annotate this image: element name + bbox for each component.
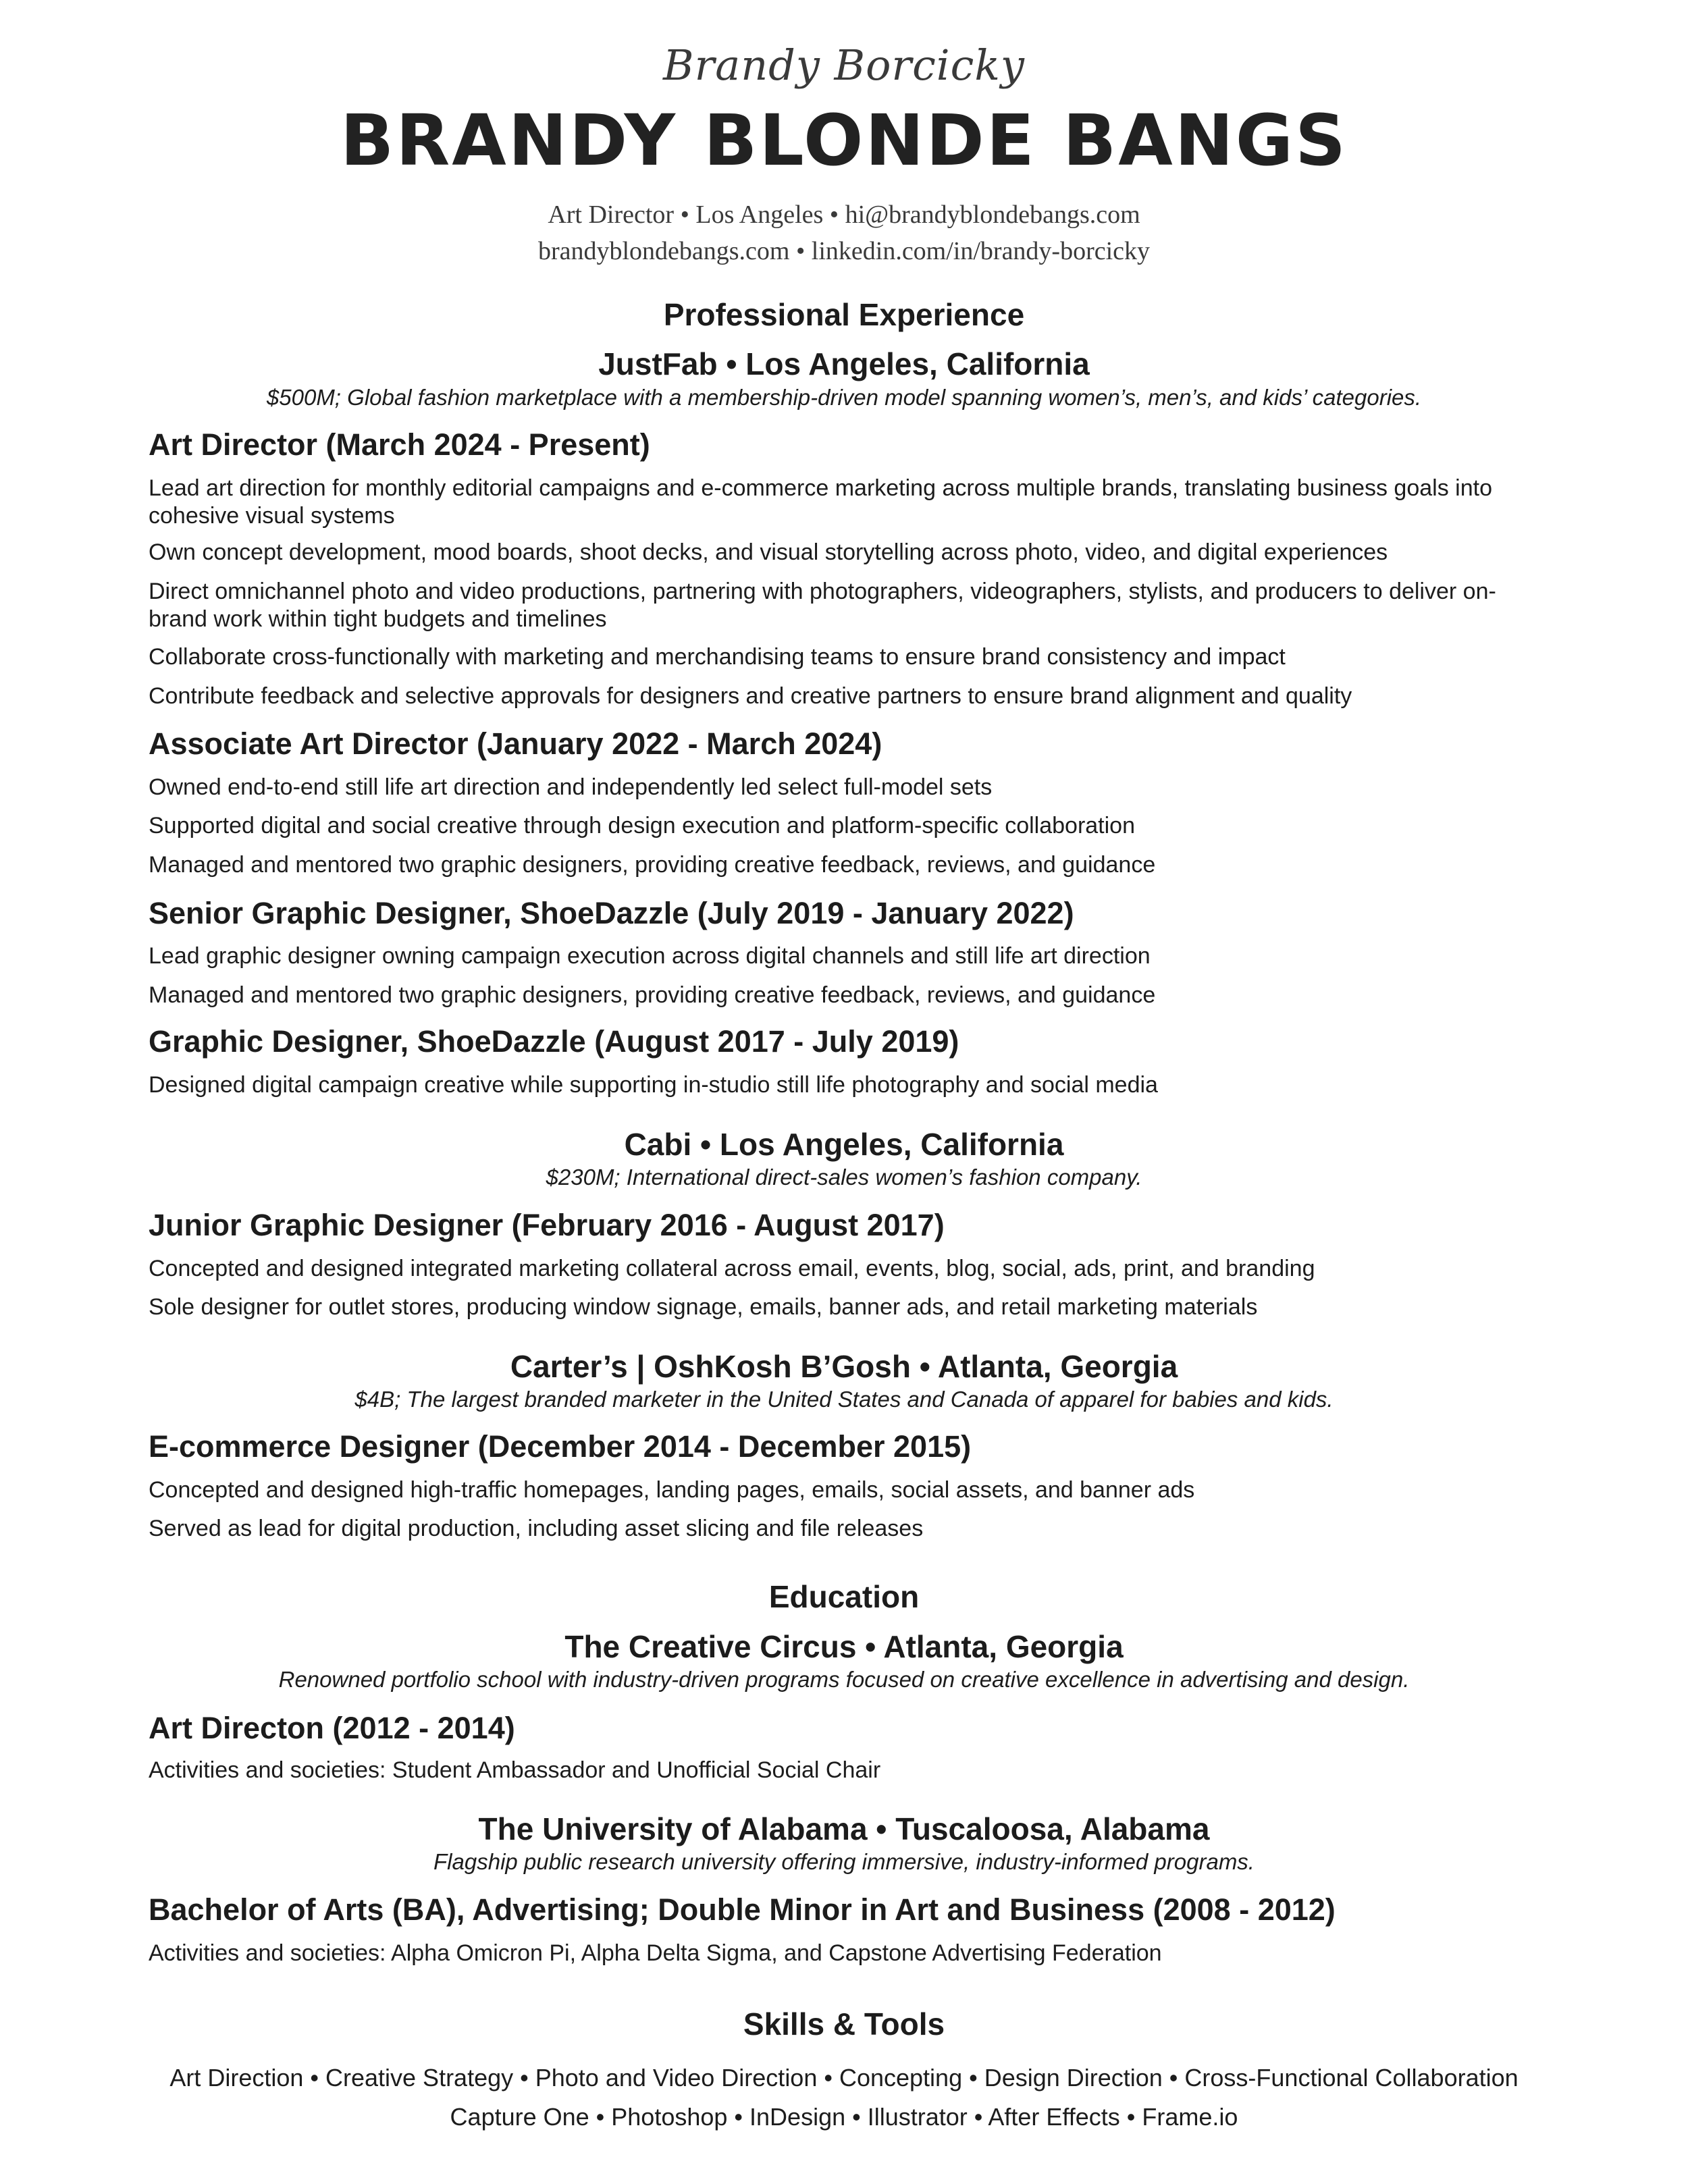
skills-line-1: Art Direction • Creative Strategy • Photo and Video Direction • Concepting • Design Direction • Cross-Functional Collaboration bbox=[169, 2064, 1519, 2092]
role-title: Senior Graphic Designer, ShoeDazzle (July 2019 - January 2022) bbox=[149, 896, 1074, 930]
role-bullet: Sole designer for outlet stores, producing window signage, emails, banner ads, and retail marketing materials bbox=[149, 1294, 1258, 1320]
degree-title: Bachelor of Arts (BA), Advertising; Double Minor in Art and Business (2008 - 2012) bbox=[149, 1892, 1336, 1927]
school-description: Flagship public research university offering immersive, industry-informed programs. bbox=[433, 1849, 1255, 1874]
role-title: Associate Art Director (January 2022 - March 2024) bbox=[149, 726, 882, 761]
role-bullet: Supported digital and social creative through design execution and platform-specific collaboration bbox=[149, 813, 1135, 838]
role-bullet: Managed and mentored two graphic designers, providing creative feedback, reviews, and guidance bbox=[149, 982, 1156, 1008]
heading-text: Education bbox=[768, 1579, 920, 1614]
role-title: Junior Graphic Designer (February 2016 - August 2017) bbox=[149, 1208, 945, 1242]
name-title bbox=[320, 100, 1368, 181]
role-bullet: Concepted and designed integrated marketing collateral across email, events, blog, social, ads, print, and branding bbox=[149, 1256, 1315, 1281]
signature: Brandy Borcicky bbox=[663, 41, 1025, 90]
role-title: Art Director (March 2024 - Present) bbox=[149, 427, 650, 462]
role-bullet: Contribute feedback and selective approvals for designers and creative partners to ensure brand alignment and quality bbox=[149, 683, 1352, 709]
role-bullet: Managed and mentored two graphic designers, providing creative feedback, reviews, and guidance bbox=[149, 852, 1156, 878]
school-description: Renowned portfolio school with industry-driven programs focused on creative excellence in advertising and design. bbox=[278, 1667, 1410, 1692]
company-cabi: Cabi • Los Angeles, California bbox=[624, 1127, 1064, 1162]
contact-line-1: Art Director • Los Angeles • hi@brandyblondebangs.com bbox=[548, 201, 1140, 229]
section-skills bbox=[0, 2005, 1688, 2043]
heading-text: Professional Experience bbox=[663, 297, 1025, 332]
company-description: $230M; International direct-sales women’s fashion company. bbox=[546, 1165, 1142, 1190]
name-text: BRANDY BLONDE BANGS bbox=[340, 99, 1348, 182]
section-heading bbox=[652, 296, 1036, 334]
section-heading bbox=[757, 1578, 931, 1616]
section-heading bbox=[731, 2005, 957, 2043]
section-education bbox=[0, 1578, 1688, 1616]
role-bullet: Concepted and designed high-traffic homepages, landing pages, emails, social assets, and banner ads bbox=[149, 1477, 1195, 1503]
role-bullet: Own concept development, mood boards, shoot decks, and visual storytelling across photo, video, and digital experiences bbox=[149, 539, 1388, 565]
education-activities: Activities and societies: Student Ambassador and Unofficial Social Chair bbox=[149, 1757, 881, 1783]
contact-line-2: brandyblondebangs.com • linkedin.com/in/brandy-borcicky bbox=[537, 237, 1151, 265]
education-activities: Activities and societies: Alpha Omicron Pi, Alpha Delta Sigma, and Capstone Advertising Federation bbox=[149, 1940, 1162, 1966]
heading-text: Skills & Tools bbox=[743, 2006, 945, 2042]
role-bullet: Lead graphic designer owning campaign execution across digital channels and still life art direction bbox=[149, 943, 1151, 969]
skills-line-2: Capture One • Photoshop • InDesign • Illustrator • After Effects • Frame.io bbox=[450, 2103, 1238, 2131]
name-header bbox=[0, 100, 1688, 181]
role-bullet: Lead art direction for monthly editorial campaigns and e-commerce marketing across multiple brands, translating business goals into cohesive visual systems bbox=[149, 475, 1492, 529]
role-title: Graphic Designer, ShoeDazzle (August 2017 - July 2019) bbox=[149, 1024, 959, 1059]
role-bullet: Collaborate cross-functionally with marketing and merchandising teams to ensure brand consistency and impact bbox=[149, 644, 1286, 670]
company-description: $500M; Global fashion marketplace with a membership-driven model spanning women’s, men’s, and kids’ categories. bbox=[266, 385, 1422, 410]
school-alabama: The University of Alabama • Tuscaloosa, Alabama bbox=[478, 1811, 1210, 1846]
role-bullet: Designed digital campaign creative while supporting in-studio still life photography and social media bbox=[149, 1072, 1158, 1098]
role-bullet: Owned end-to-end still life art direction and independently led select full-model sets bbox=[149, 774, 993, 800]
section-experience bbox=[0, 296, 1688, 334]
degree-title: Art Directon (2012 - 2014) bbox=[149, 1711, 515, 1745]
role-title: E-commerce Designer (December 2014 - December 2015) bbox=[149, 1429, 972, 1464]
role-bullet: Served as lead for digital production, including asset slicing and file releases bbox=[149, 1516, 924, 1541]
company-description: $4B; The largest branded marketer in the United States and Canada of apparel for babies and kids. bbox=[354, 1387, 1334, 1412]
company-justfab: JustFab • Los Angeles, California bbox=[598, 346, 1090, 381]
role-bullet: Direct omnichannel photo and video productions, partnering with photographers, videographers, stylists, and producers to deliver on-brand work within tight budgets and timelines bbox=[149, 579, 1496, 632]
school-creative-circus: The Creative Circus • Atlanta, Georgia bbox=[564, 1629, 1124, 1664]
company-carters: Carter’s | OshKosh B’Gosh • Atlanta, Georgia bbox=[510, 1349, 1178, 1384]
